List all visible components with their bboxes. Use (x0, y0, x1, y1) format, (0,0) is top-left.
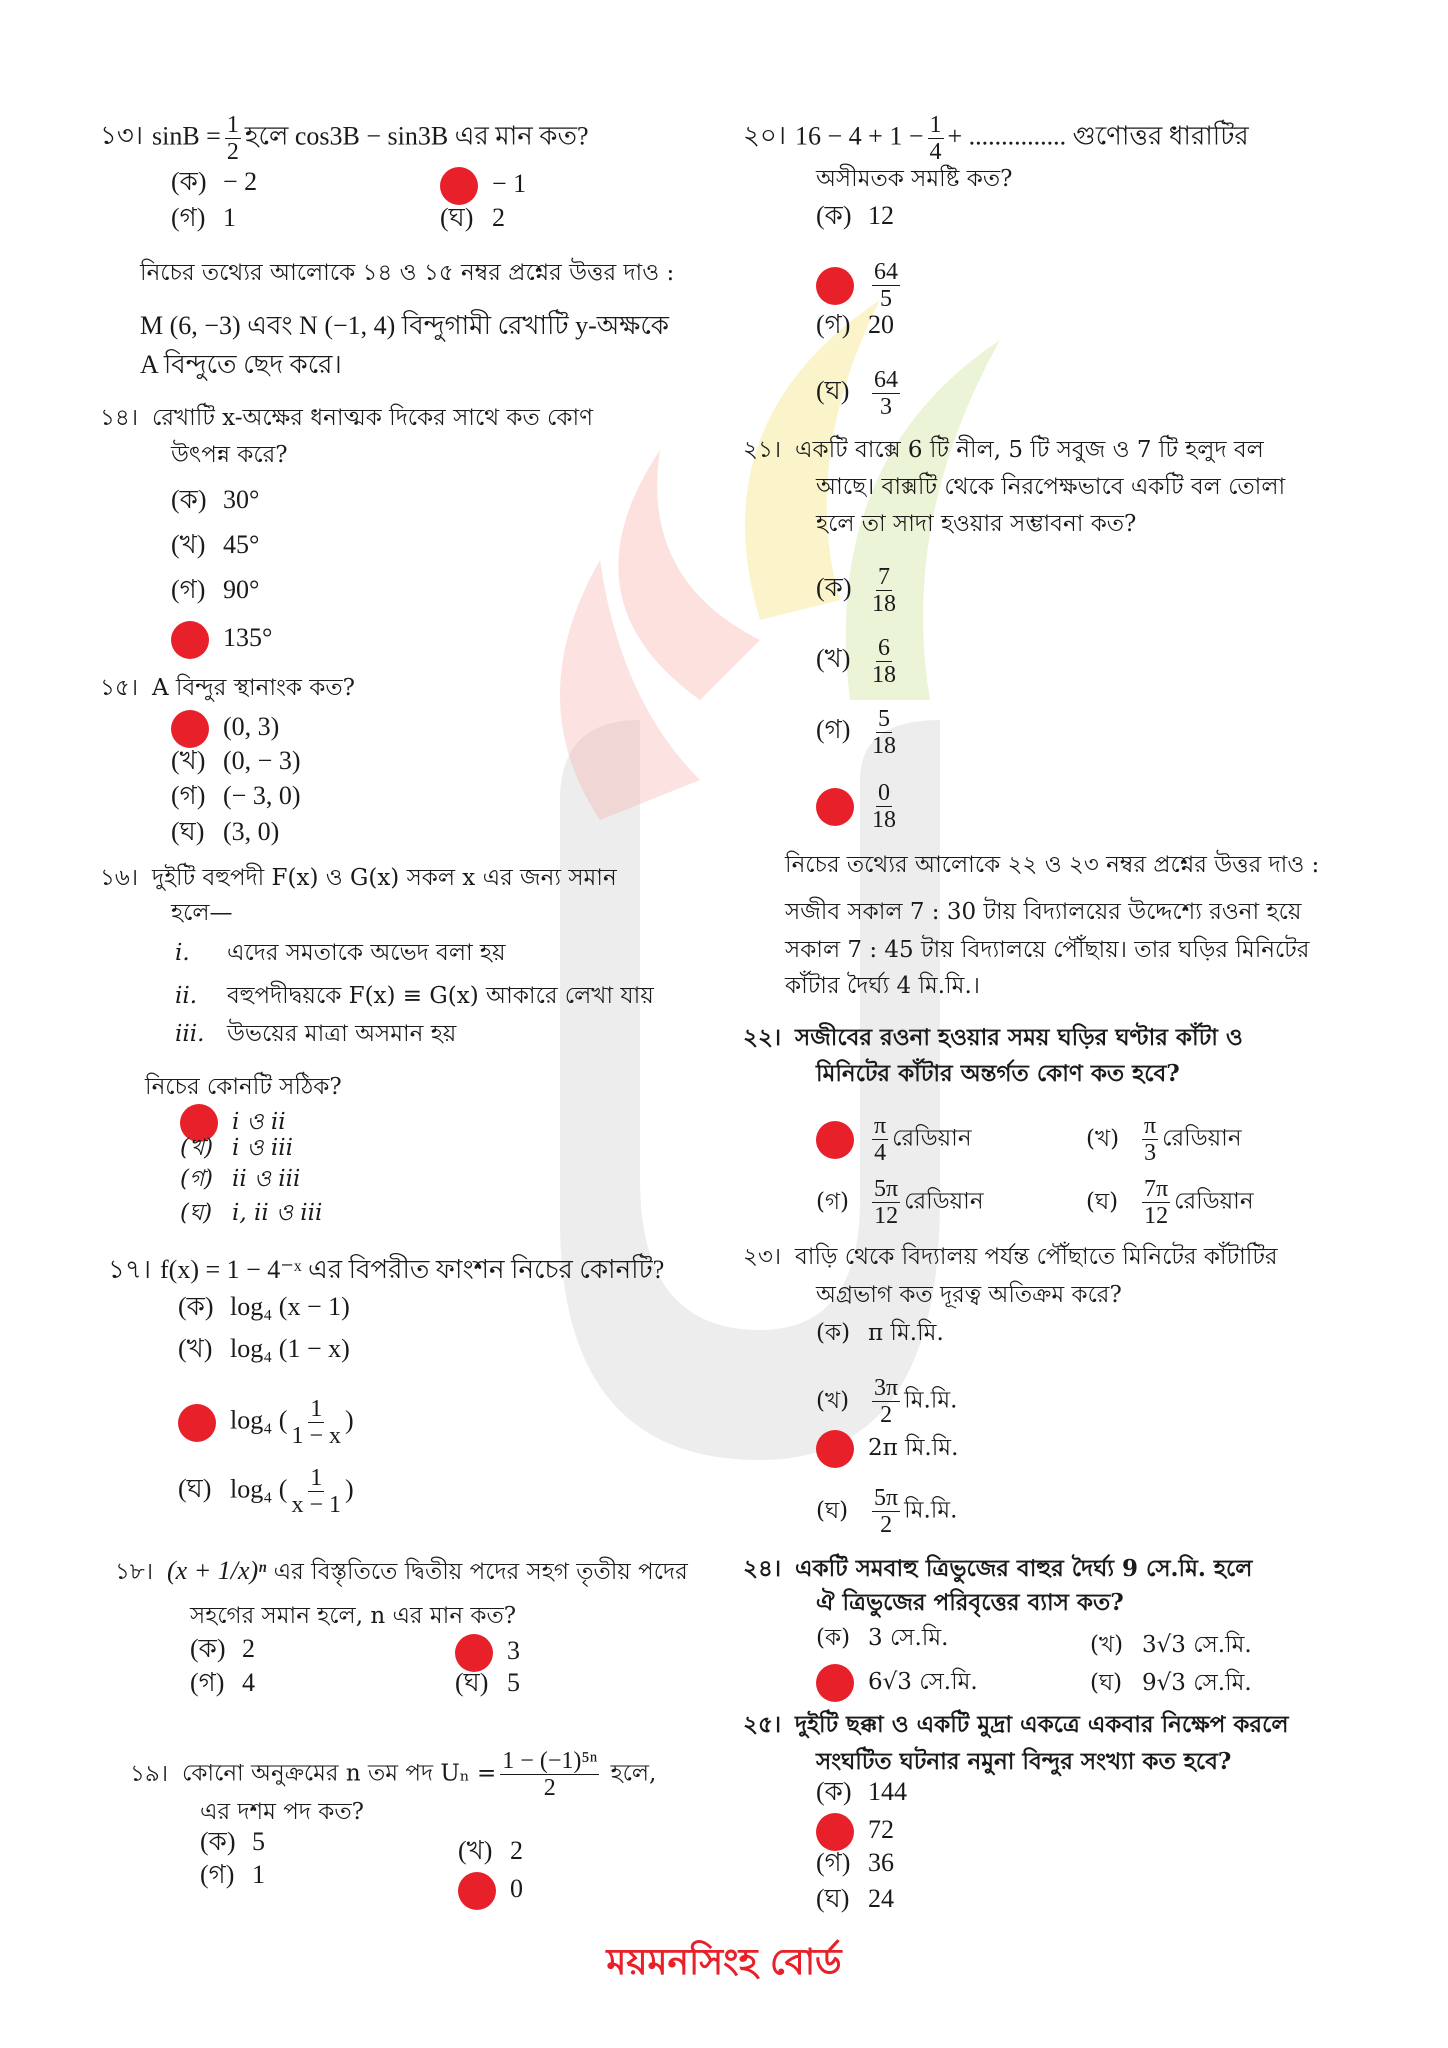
option-label: (ক) (816, 573, 852, 603)
info-text: সকাল 7 : 45 টায় বিদ্যালয়ে পৌঁছায়। তার ঘড়ির মিনিটের (785, 937, 1310, 963)
option-value: 2 (492, 203, 505, 232)
option-label: (গ) (171, 781, 206, 810)
option[interactable] (455, 1668, 520, 1698)
denominator: 18 (872, 591, 896, 617)
question-text: এর দশম পদ কত? (200, 1799, 364, 1825)
option-correct[interactable] (440, 167, 526, 205)
answer-dot-icon (816, 1664, 854, 1702)
option-value: 36 (868, 1848, 894, 1877)
question-text: আছে। বাক্সটি থেকে নিরপেক্ষভাবে একটি বল তোলা (816, 474, 1286, 500)
denominator: 3 (1144, 1140, 1157, 1166)
option-label: (খ) (816, 1387, 850, 1414)
option-label: (ঘ) (816, 1884, 850, 1913)
option-value: 12 (868, 201, 894, 230)
question-text: একটি সমবাহু ত্রিভুজের বাহুর দৈর্ঘ্য 9 সে.মি. হলে (795, 1555, 1253, 1582)
option-value: log₄ (230, 1474, 273, 1504)
question-text: এর বিস্তৃতিতে দ্বিতীয় পদের সহগ তৃতীয় পদের (273, 1559, 688, 1585)
question-number: ২২। (743, 1024, 782, 1051)
option-label: (ঘ) (816, 376, 850, 406)
option-label: (ঘ) (1090, 1670, 1123, 1696)
option[interactable] (171, 817, 279, 847)
option-value: 3 (507, 1635, 520, 1665)
numerator: 5 (878, 706, 890, 732)
option-value: ii ও iii (232, 1166, 301, 1192)
option-value: 1 (252, 1860, 265, 1889)
math-expression: (x + 1/x)ⁿ (167, 1556, 267, 1585)
statement-text: বহুপদীদ্বয়কে F(x) ≡ G(x) আকারে লেখা যায় (227, 983, 654, 1009)
question-text: দুইটি ছক্কা ও একটি মুদ্রা একত্রে একবার নিক্ষেপ করলে (795, 1711, 1289, 1738)
option[interactable] (180, 1198, 322, 1228)
info-text: সজীব সকাল 7 : 30 টায় বিদ্যালয়ের উদ্দেশ্যে রওনা হয়ে (785, 899, 1302, 925)
option-value: log₄ (230, 1405, 273, 1435)
option-value: (3, 0) (223, 817, 280, 846)
answer-dot-icon (171, 621, 209, 659)
option-label: (গ) (200, 1860, 235, 1889)
statement-text: উভয়ের মাত্রা অসমান হয় (227, 1021, 457, 1047)
option-value: i ও ii (232, 1109, 286, 1135)
denominator: 12 (1144, 1203, 1169, 1229)
option[interactable] (440, 203, 505, 233)
option-value: রেডিয়ান (904, 1188, 984, 1215)
question-text: কোনো অনুক্রমের n তম পদ Uₙ = (182, 1760, 497, 1787)
numerator: 3π (874, 1375, 899, 1401)
option-label: (খ) (180, 1135, 214, 1161)
numerator: 5π (874, 1176, 899, 1202)
question-text: A বিন্দুর স্থানাংক কত? (152, 675, 355, 701)
question-number: ১৫। (100, 675, 139, 701)
question-text: sinB = (152, 121, 221, 151)
question-text: f(x) = 1 − 4⁻ˣ এর বিপরীত ফাংশন নিচের কোনটি? (160, 1255, 665, 1284)
option-value: 72 (868, 1814, 894, 1844)
option-value: i ও iii (232, 1135, 293, 1161)
option-correct[interactable] (816, 1430, 958, 1468)
option[interactable] (816, 635, 900, 688)
denominator: 12 (874, 1203, 899, 1229)
option-value: 4 (242, 1668, 255, 1697)
denominator: 1 − x (291, 1423, 342, 1449)
option-value: 2 (242, 1634, 255, 1663)
option-value: (0, − 3) (223, 746, 301, 775)
question-14 (100, 403, 593, 433)
option[interactable] (816, 564, 900, 617)
option[interactable] (171, 485, 259, 515)
option[interactable]: (ঘ) log₄ ( $\frac{1}{x - 1}$ ) (178, 1465, 354, 1518)
numerator: 6 (878, 635, 890, 661)
option-label: (গ) (816, 310, 851, 339)
question-number: ১৪। (100, 405, 139, 431)
numerator: 1 − (−1)⁵ⁿ (502, 1748, 598, 1774)
question-number: ১৬। (100, 865, 139, 891)
option-correct[interactable] (816, 1664, 978, 1702)
option[interactable] (816, 1623, 948, 1653)
denominator: 2 (543, 1775, 556, 1801)
option[interactable] (1090, 1630, 1252, 1660)
numerator: 1 (310, 1465, 323, 1491)
option-correct[interactable] (458, 1872, 523, 1910)
option[interactable] (816, 706, 900, 759)
option[interactable] (816, 201, 894, 231)
question-text: সংঘটিত ঘটনার নমুনা বিন্দুর সংখ্যা কত হবে? (816, 1748, 1232, 1775)
answer-dot-icon (816, 1813, 854, 1851)
question-22 (743, 1023, 1243, 1053)
option-value: 20 (868, 310, 894, 339)
option-label: (গ) (816, 715, 851, 745)
option-value: log₄ (x − 1) (230, 1292, 350, 1321)
board-name: ময়মনসিংহ বোর্ড (606, 1941, 842, 1983)
answer-dot-icon (171, 710, 209, 748)
option-value: 5 (252, 1827, 265, 1856)
option-correct[interactable] (171, 621, 272, 659)
option-label: (ঘ) (440, 203, 474, 232)
statement (175, 938, 506, 968)
question-17 (108, 1255, 664, 1285)
option-label: (ক) (190, 1634, 226, 1663)
option-value: রেডিয়ান (892, 1125, 972, 1152)
option[interactable] (1086, 1176, 1254, 1229)
numerator: π (874, 1113, 887, 1139)
answer-dot-icon (816, 1121, 854, 1159)
question-number: ১৮। (115, 1559, 154, 1585)
option[interactable] (171, 167, 257, 197)
question-number: ২১। (743, 437, 782, 463)
numerator: 7 (878, 564, 890, 590)
question-prompt: নিচের কোনটি সঠিক? (145, 1074, 342, 1100)
option[interactable] (178, 1292, 350, 1322)
option-label: (ক) (816, 201, 852, 230)
option-label: (ক) (200, 1827, 236, 1856)
question-24 (743, 1554, 1252, 1584)
question-text: সহগের সমান হলে, n এর মান কত? (190, 1603, 517, 1629)
option-value: 45° (223, 530, 260, 559)
option-correct[interactable] (455, 1634, 520, 1672)
question-number: ২০। (743, 121, 787, 151)
option-correct[interactable] (816, 1113, 972, 1166)
question-21 (743, 435, 1264, 465)
numerator: 1 (226, 112, 239, 138)
option-label: (গ) (190, 1668, 225, 1697)
option[interactable] (171, 781, 300, 811)
numerator: 0 (878, 780, 890, 806)
answer-dot-icon (458, 1872, 496, 1910)
option-value: 144 (868, 1777, 907, 1806)
option-label: (খ) (1086, 1125, 1120, 1152)
option-value: 135° (223, 622, 273, 652)
option-label: (গ) (180, 1166, 214, 1192)
option[interactable] (816, 1176, 984, 1229)
option-value: (− 3, 0) (223, 781, 301, 810)
info-heading: নিচের তথ্যের আলোকে ১৪ ও ১৫ নম্বর প্রশ্নের উত্তর দাও : (140, 260, 675, 286)
option-label: (গ) (171, 203, 206, 232)
question-text: হলে cos3B − sin3B এর মান কত? (244, 121, 589, 151)
option-label: (ঘ) (180, 1200, 213, 1226)
question-text: হলে— (171, 900, 233, 926)
option-value: − 2 (223, 167, 258, 196)
option[interactable] (458, 1836, 523, 1866)
denominator: 18 (872, 662, 896, 688)
fraction (225, 112, 241, 165)
denominator: 2 (880, 1512, 893, 1538)
question-13 (100, 112, 589, 165)
denominator: 5 (880, 286, 892, 312)
question-number: ১৩। (100, 121, 144, 151)
option-value: 1 (223, 203, 236, 232)
question-text: বাড়ি থেকে বিদ্যালয় পর্যন্ত পৌঁছাতে মিনিটের কাঁটাটির (795, 1244, 1278, 1270)
question-text: 16 − 4 + 1 − (795, 121, 924, 151)
numerator: 7π (1144, 1176, 1169, 1202)
question-19 (130, 1748, 656, 1801)
denominator: 4 (929, 139, 942, 165)
info-text: M (6, −3) এবং N (−1, 4) বিন্দুগামী রেখাটি y-অক্ষকে (140, 311, 669, 340)
option-label: (গ) (816, 1188, 850, 1215)
statement-number: ii. (175, 983, 198, 1009)
option-value: 30° (223, 485, 260, 514)
option-label: (ঘ) (816, 1497, 849, 1524)
answer-dot-icon (816, 1430, 854, 1468)
option-value: − 1 (492, 168, 527, 198)
option-label: (গ) (171, 575, 206, 604)
question-number: ১৭। (108, 1255, 152, 1284)
option[interactable] (178, 1334, 350, 1364)
option[interactable] (1086, 1113, 1242, 1166)
option-value: 5 (507, 1668, 520, 1697)
option[interactable] (190, 1668, 255, 1698)
numerator: 64 (874, 367, 898, 393)
option-value: (0, 3) (223, 711, 280, 741)
statement-number: iii. (175, 1021, 205, 1047)
question-number: ১৯। (130, 1760, 169, 1787)
option-value: 3 সে.মি. (868, 1625, 949, 1651)
question-16 (100, 863, 617, 893)
option-label: (ক) (178, 1292, 214, 1321)
option-label: (খ) (458, 1836, 493, 1865)
option-label: (ঘ) (1086, 1188, 1119, 1215)
option[interactable] (180, 1164, 300, 1194)
option-value: 90° (223, 575, 260, 604)
question-text: হলে, (610, 1760, 657, 1787)
option[interactable] (816, 367, 904, 420)
question-18 (115, 1556, 688, 1587)
question-text: অসীমতক সমষ্টি কত? (816, 166, 1013, 192)
question-text: দুইটি বহুপদী F(x) ও G(x) সকল x এর জন্য সমান (152, 865, 617, 891)
question-25 (743, 1710, 1288, 1740)
question-number: ২৫। (743, 1711, 782, 1738)
option[interactable] (171, 530, 259, 560)
denominator: 18 (872, 807, 896, 833)
option-label: (ঘ) (178, 1474, 212, 1504)
option[interactable] (816, 1884, 894, 1914)
option-correct[interactable] (171, 710, 279, 748)
option-label: (ঘ) (171, 817, 205, 846)
option-label: (ক) (816, 1320, 851, 1346)
question-number: ২৪। (743, 1555, 782, 1582)
option[interactable] (200, 1827, 265, 1857)
denominator: 2 (880, 1402, 893, 1428)
option[interactable] (171, 746, 300, 776)
option-value: 9√3 সে.মি. (1142, 1670, 1252, 1696)
answer-dot-icon (440, 167, 478, 205)
option-label: (ক) (171, 485, 207, 514)
denominator: 4 (874, 1140, 887, 1166)
option-value: মি.মি. (904, 1387, 958, 1414)
answer-dot-icon (178, 1404, 216, 1442)
question-text: রেখাটি x-অক্ষের ধনাত্মক দিকের সাথে কত কোণ (152, 405, 594, 431)
option-label: (ক) (816, 1625, 851, 1651)
option[interactable] (171, 575, 259, 605)
question-text: হলে তা সাদা হওয়ার সম্ভাবনা কত? (816, 511, 1137, 537)
option-correct[interactable]: log₄ ( $\frac{1}{1 - x}$ ) (178, 1396, 354, 1449)
statement-text: এদের সমতাকে অভেদ বলা হয় (227, 940, 506, 966)
question-text: একটি বাক্সে 6 টি নীল, 5 টি সবুজ ও 7 টি হলুদ বল (795, 437, 1264, 463)
question-text: মিনিটের কাঁটার অন্তর্গত কোণ কত হবে? (816, 1060, 1180, 1087)
option[interactable] (190, 1634, 255, 1664)
answer-dot-icon (816, 788, 854, 826)
denominator: x − 1 (291, 1492, 342, 1518)
option-value: রেডিয়ান (1174, 1188, 1254, 1215)
option-label: (খ) (171, 530, 206, 559)
option[interactable] (816, 310, 894, 340)
question-text: সজীবের রওনা হওয়ার সময় ঘড়ির ঘণ্টার কাঁটা ও (795, 1024, 1243, 1051)
option-value: 24 (868, 1884, 894, 1913)
info-text: কাঁটার দৈর্ঘ্য 4 মি.মি.। (785, 973, 980, 999)
option-value: 0 (510, 1873, 523, 1903)
option-label: (ঘ) (455, 1668, 489, 1697)
numerator: 1 (929, 112, 942, 138)
denominator: 3 (880, 394, 892, 420)
denominator: 18 (872, 733, 896, 759)
option-value: 2π মি.মি. (868, 1435, 959, 1461)
option[interactable] (816, 1485, 957, 1538)
question-text: ঐ ত্রিভুজের পরিবৃত্তের ব্যাস কত? (816, 1589, 1124, 1616)
option-correct[interactable] (816, 780, 900, 833)
question-20 (743, 112, 1249, 165)
option[interactable] (200, 1860, 265, 1890)
option[interactable] (816, 1375, 957, 1428)
option[interactable] (171, 203, 236, 233)
option[interactable] (816, 1318, 944, 1348)
option-value: 2 (510, 1836, 523, 1865)
option-label: (ক) (171, 167, 207, 196)
option-value: i, ii ও iii (232, 1200, 323, 1226)
numerator: π (1144, 1113, 1157, 1139)
option-label: (খ) (178, 1334, 213, 1363)
question-text: + ............... গুণোত্তর ধারাটির (947, 121, 1249, 151)
question-15 (100, 673, 355, 703)
answer-dot-icon (816, 267, 854, 305)
statement-number: i. (175, 940, 190, 966)
option-label: (ক) (816, 1777, 852, 1806)
option-label: (খ) (1090, 1632, 1124, 1658)
info-text: A বিন্দুতে ছেদ করে। (140, 350, 342, 379)
question-number: ২৩। (743, 1244, 782, 1270)
numerator: 5π (874, 1485, 899, 1511)
option[interactable] (816, 1777, 907, 1807)
option-value: 3√3 সে.মি. (1142, 1632, 1252, 1658)
statement (175, 1019, 456, 1049)
question-text: উৎপন্ন করে? (171, 442, 288, 468)
option[interactable] (816, 1848, 894, 1878)
info-heading: নিচের তথ্যের আলোকে ২২ ও ২৩ নম্বর প্রশ্নের উত্তর দাও : (785, 852, 1320, 878)
question-23 (743, 1242, 1278, 1272)
option-value: রেডিয়ান (1162, 1125, 1242, 1152)
option[interactable] (180, 1133, 293, 1163)
statement (175, 981, 654, 1011)
option-value: π মি.মি. (868, 1320, 944, 1346)
option-correct[interactable] (816, 1813, 894, 1851)
option-value: মি.মি. (904, 1497, 958, 1524)
option-label: (খ) (171, 746, 206, 775)
option-label: (খ) (816, 644, 851, 674)
denominator: 2 (226, 139, 239, 165)
option-value: log₄ (1 − x) (230, 1334, 350, 1363)
numerator: 64 (874, 259, 898, 285)
option-value: 6√3 সে.মি. (868, 1669, 978, 1695)
option-correct[interactable] (816, 259, 904, 312)
numerator: 1 (310, 1396, 323, 1422)
question-text: অগ্রভাগ কত দূরত্ব অতিক্রম করে? (816, 1282, 1122, 1308)
option[interactable] (1090, 1668, 1252, 1698)
answer-dot-icon (455, 1634, 493, 1672)
option-label: (গ) (816, 1848, 851, 1877)
